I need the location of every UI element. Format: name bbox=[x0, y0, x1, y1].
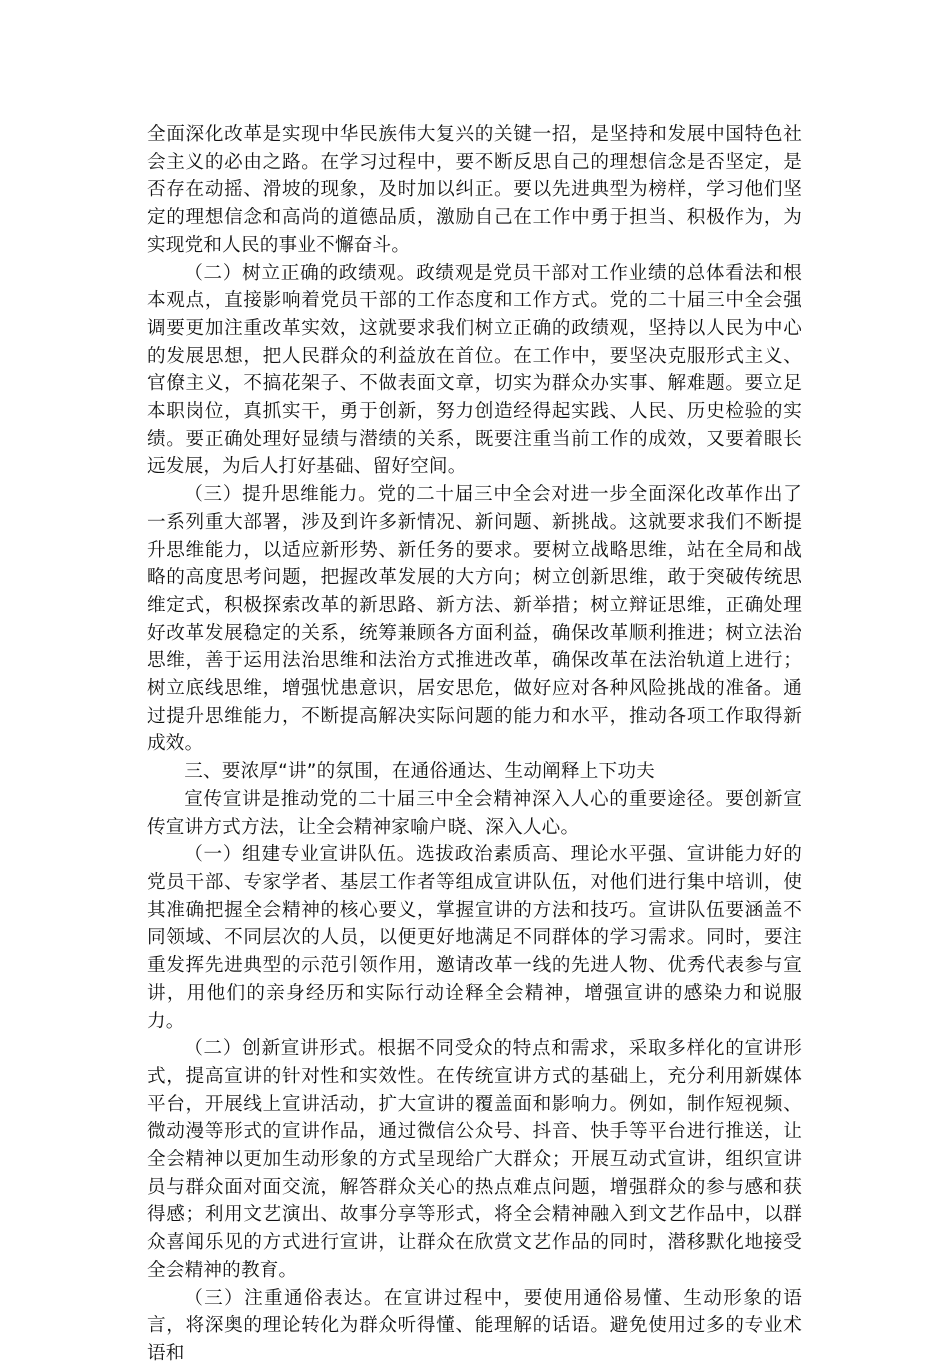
paragraph-publicity-intro: 宣传宣讲是推动党的二十届三中全会精神深入人心的重要途径。要创新宣传宣讲方式方法，让全会精神家喻户晓、深入人心。 bbox=[147, 788, 802, 838]
paragraph-innovative-forms: （二）创新宣讲形式。根据不同受众的特点和需求，采取多样化的宣讲形式，提高宣讲的针对性和实效性。在传统宣讲方式的基础上，充分利用新媒体平台，开展线上宣讲活动，扩大宣讲的覆盖面和影响力。例如，制作短视频、微动漫等形式的宣讲作品，通过微信公众号、抖音、快手等平台进行推送，让全会精神以更加生动形象的方式呈现给广大群众；开展互动式宣讲，组织宣讲员与群众面对面交流，解答群众关心的热点难点问题，增强群众的参与感和获得感；利用文艺演出、故事分享等形式，将全会精神融入到文艺作品中，以群众喜闻乐见的方式进行宣讲，让群众在欣赏文艺作品的同时，潜移默化地接受全会精神的教育。 bbox=[147, 1038, 802, 1281]
section-heading-three: 三、要浓厚“讲”的氛围，在通俗通达、生动阐释上下功夫 bbox=[184, 761, 655, 783]
paragraph-continuation: 全面深化改革是实现中华民族伟大复兴的关键一招，是坚持和发展中国特色社会主义的必由之路。在学习过程中，要不断反思自己的理想信念是否坚定，是否存在动摇、滑坡的现象，及时加以纠正。要以先进典型为榜样，学习他们坚定的理想信念和高尚的道德品质，激励自己在工作中勇于担当、积极作为，为实现党和人民的事业不懈奋斗。 bbox=[147, 124, 802, 256]
paragraph-speaker-team: （一）组建专业宣讲队伍。选拔政治素质高、理论水平强、宣讲能力好的党员干部、专家学者、基层工作者等组成宣讲队伍，对他们进行集中培训，使其准确把握全会精神的核心要义，掌握宣讲的方法和技巧。宣讲队伍要涵盖不同领域、不同层次的人员，以便更好地满足不同群体的学习需求。同时，要注重发挥先进典型的示范引领作用，邀请改革一线的先进人物、优秀代表参与宣讲，用他们的亲身经历和实际行动诠释全会精神，增强宣讲的感染力和说服力。 bbox=[147, 844, 802, 1032]
paragraph-thinking-ability: （三）提升思维能力。党的二十届三中全会对进一步全面深化改革作出了一系列重大部署，涉及到许多新情况、新问题、新挑战。这就要求我们不断提升思维能力，以适应新形势、新任务的要求。要树立战略思维，站在全局和战略的高度思考问题，把握改革发展的大方向；树立创新思维，敢于突破传统思维定式，积极探索改革的新思路、新方法、新举措；树立辩证思维，正确处理好改革发展稳定的关系，统筹兼顾各方面利益，确保改革顺利推进；树立法治思维，善于运用法治思维和法治方式推进改革，确保改革在法治轨道上进行；树立底线思维，增强忧患意识，居安思危，做好应对各种风险挑战的准备。通过提升思维能力，不断提高解决实际问题的能力和水平，推动各项工作取得新成效。 bbox=[147, 484, 802, 755]
document-body bbox=[147, 121, 802, 1368]
paragraph-plain-expression: （三）注重通俗表达。在宣讲过程中，要使用通俗易懂、生动形象的语言，将深奥的理论转化为群众听得懂、能理解的话语。避免使用过多的专业术语和 bbox=[147, 1287, 802, 1364]
paragraph-political-performance: （二）树立正确的政绩观。政绩观是党员干部对工作业绩的总体看法和根本观点，直接影响着党员干部的工作态度和工作方式。党的二十届三中全会强调要更加注重改革实效，这就要求我们树立正确的政绩观，坚持以人民为中心的发展思想，把人民群众的利益放在首位。在工作中，要坚决克服形式主义、官僚主义，不搞花架子、不做表面文章，切实为群众办实事、解难题。要立足本职岗位，真抓实干，勇于创新，努力创造经得起实践、人民、历史检验的实绩。要正确处理好显绩与潜绩的关系，既要注重当前工作的成效，又要着眼长远发展，为后人打好基础、留好空间。 bbox=[147, 262, 802, 478]
